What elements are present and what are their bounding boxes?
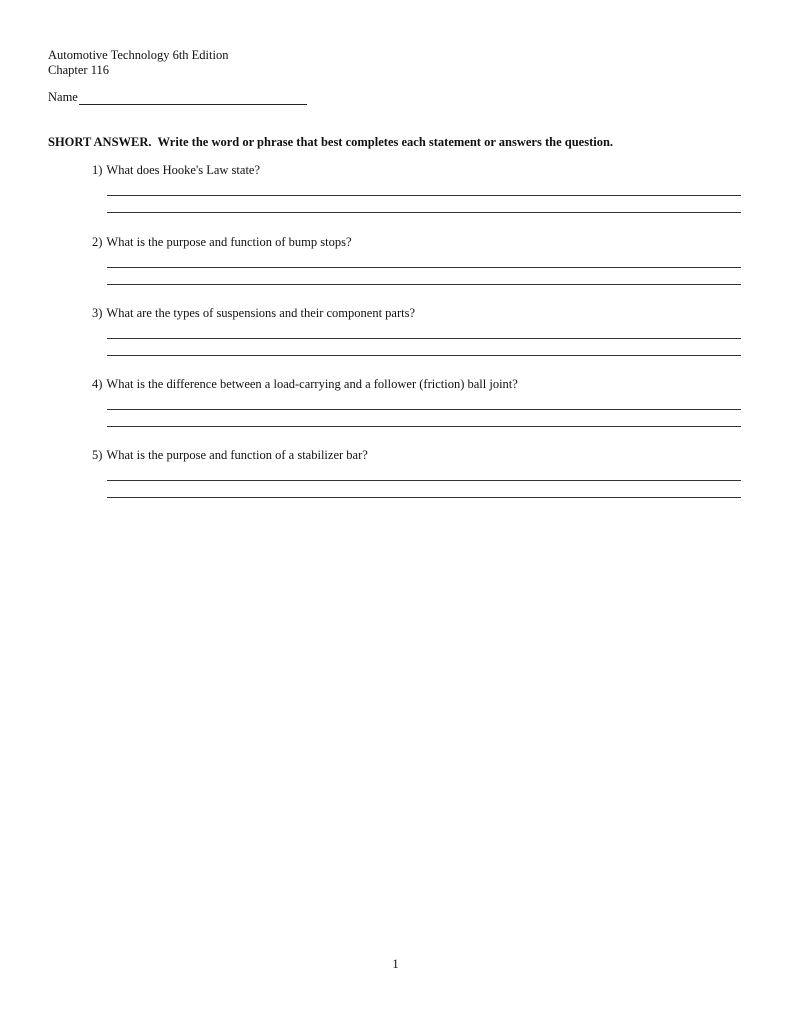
answer-line[interactable] — [107, 267, 741, 268]
answer-line[interactable] — [107, 409, 741, 410]
answer-line[interactable] — [107, 480, 741, 481]
answer-line[interactable] — [107, 195, 741, 196]
question-number: 2) — [92, 235, 103, 249]
question-4 — [92, 377, 741, 392]
book-title: Automotive Technology 6th Edition — [48, 48, 229, 62]
instructions-text: Write the word or phrase that best completes each statement or answers the question. — [157, 135, 614, 149]
section-heading: SHORT ANSWER. — [48, 135, 152, 149]
question-1 — [92, 163, 741, 178]
question-text: What is the purpose and function of bump stops? — [106, 235, 352, 249]
answer-line[interactable] — [107, 355, 741, 356]
question-2 — [92, 235, 741, 250]
question-text: What does Hooke's Law state? — [106, 163, 261, 177]
document-header — [48, 48, 228, 78]
name-input-line[interactable] — [79, 91, 307, 105]
question-text: What are the types of suspensions and their component parts? — [106, 306, 416, 320]
answer-line[interactable] — [107, 497, 741, 498]
question-text: What is the difference between a load-carrying and a follower (friction) ball joint? — [106, 377, 518, 391]
question-text: What is the purpose and function of a stabilizer bar? — [106, 448, 368, 462]
answer-line[interactable] — [107, 284, 741, 285]
question-number: 4) — [92, 377, 103, 391]
section-instructions — [48, 135, 613, 150]
name-label: Name — [48, 90, 78, 104]
answer-line[interactable] — [107, 212, 741, 213]
answer-line[interactable] — [107, 338, 741, 339]
name-field — [48, 90, 307, 105]
question-number: 1) — [92, 163, 103, 177]
question-5 — [92, 448, 741, 463]
question-number: 3) — [92, 306, 103, 320]
answer-line[interactable] — [107, 426, 741, 427]
chapter-label: Chapter 116 — [48, 63, 109, 77]
question-3 — [92, 306, 741, 321]
question-number: 5) — [92, 448, 103, 462]
page-number: 1 — [392, 957, 399, 971]
